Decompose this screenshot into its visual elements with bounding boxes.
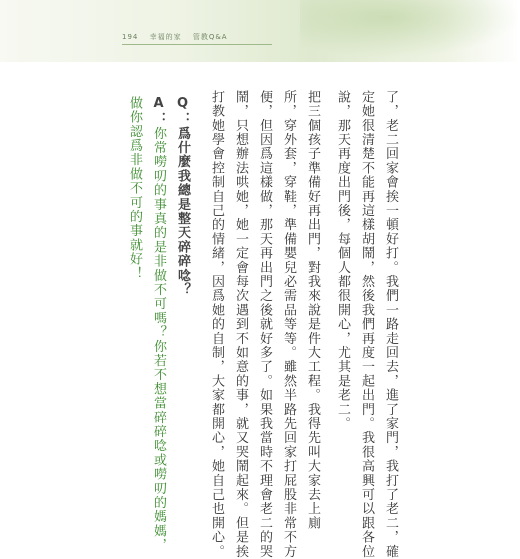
body-column-6: 便，但因爲這樣做，那天再出門之後就好多了。如果我當時不理會老二的哭 [257, 90, 272, 559]
book-section: 幸福的家 [149, 33, 182, 41]
answer-label: A： [151, 96, 166, 127]
header-rule [122, 44, 272, 45]
answer-text-1: 你常嘮叨的事真的是非做不可嗎？你若不想當碎碎唸或嘮叨的媽媽， [151, 126, 166, 553]
body-column-7: 鬧，只想辦法哄她，她一定會每次遇到不如意的事，就又哭鬧起來。但是挨 [233, 90, 248, 559]
chapter-title: 管教Q&A [192, 33, 228, 41]
page-number: 194 [122, 33, 139, 41]
body-column-1: 了，老二回家會挨一頓好打。我們一路走回去，進了家門，我打了老二，確 [383, 90, 398, 559]
question-label: Q： [175, 96, 190, 127]
body-column-8: 打教她學會控制自己的情緒，因爲她的自制，大家都開心，她自己也開心。 [209, 90, 224, 559]
answer-line-2: 做你認爲非做不可的事就好！ [127, 96, 142, 281]
body-column-5: 所，穿外套，穿鞋，準備嬰兒必需品等等。雖然半路先回家打屁股非常不方 [281, 90, 296, 559]
body-column-3: 說，那天再度出門後，每個人都很開心，尤其是老二。 [335, 90, 350, 431]
body-column-2: 定她很清楚不能再這樣胡鬧，然後我們再度一起出門。我很高興可以跟各位 [359, 90, 374, 559]
answer-line-1 [148, 96, 169, 552]
running-header [122, 32, 236, 42]
header-decoration [300, 0, 520, 58]
question-text: 爲什麼我總是整天碎碎唸？ [175, 126, 190, 297]
question-line [172, 96, 193, 297]
body-column-4: 把三個孩子準備好再出門，對我來說是件大工程。我得先叫大家去上廁 [305, 90, 320, 531]
